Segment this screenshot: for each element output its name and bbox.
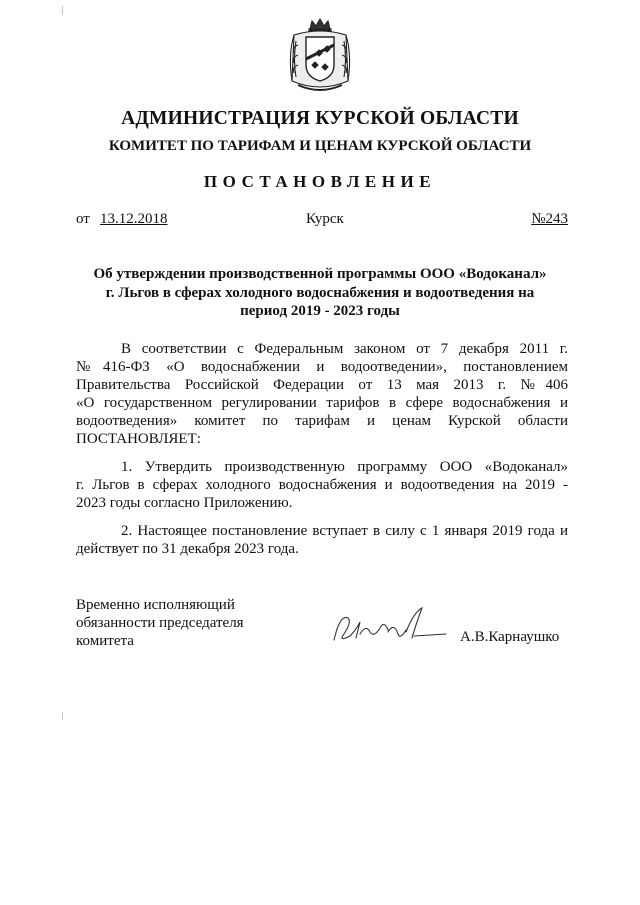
body-line: В соответствии с Федеральным законом от 7 декабря 2011 г. — [121, 341, 568, 357]
item-1-line: г. Льгов в сферах холодного водоснабжения и водоотведения на 2019 - — [76, 477, 568, 493]
body-line: ПОСТАНОВЛЯЕТ: — [76, 431, 201, 447]
signer-position — [76, 596, 244, 650]
date-label: от — [76, 211, 90, 227]
document-date: 13.12.2018 — [100, 211, 168, 227]
signer-position-line: обязанности председателя — [76, 615, 244, 631]
title-line: период 2019 - 2023 годы — [240, 303, 400, 319]
signer-name: А.В.Карнаушко — [460, 629, 560, 645]
document-title — [60, 265, 580, 321]
scan-mark — [62, 712, 63, 720]
title-line: г. Льгов в сферах холодного водоснабжения и водоотведения на — [105, 284, 535, 301]
signer-position-line: Временно исполняющий — [76, 597, 235, 613]
date-line — [76, 211, 568, 231]
document-body — [76, 340, 568, 558]
scan-mark — [62, 6, 63, 15]
document-number: №243 — [531, 211, 568, 227]
body-line: «О государственном регулировании тарифов в сфере водоснабжения и — [76, 395, 568, 411]
item-1-line: 1. Утвердить производственную программу ООО «Водоканал» — [121, 459, 568, 475]
document-city: Курск — [306, 211, 344, 227]
document-type: ПОСТАНОВЛЕНИЕ — [203, 172, 437, 191]
body-line: №416-ФЗ «О водоснабжении и водоотведении», постановлением — [76, 359, 568, 375]
committee-name: КОМИТЕТ ПО ТАРИФАМ И ЦЕНАМ КУРСКОЙ ОБЛАСТИ — [108, 138, 532, 154]
handwritten-signature — [330, 604, 448, 646]
signer-position-line: комитета — [76, 633, 134, 649]
item-1-line: 2023 годы согласно Приложению. — [76, 495, 293, 511]
title-line: Об утверждении производственной программы ООО «Водоканал» — [93, 266, 547, 282]
body-line: водоотведения» комитет по тарифам и ценам Курской области — [76, 413, 568, 429]
item-2-line: действует по 31 декабря 2023 года. — [76, 541, 299, 557]
organization-name: АДМИНИСТРАЦИЯ КУРСКОЙ ОБЛАСТИ — [121, 108, 519, 129]
item-2-line: 2. Настоящее постановление вступает в силу с 1 января 2019 года и — [121, 523, 568, 539]
coat-of-arms-emblem — [284, 15, 356, 95]
body-line: Правительства Российской Федерации от 13 мая 2013 г. №406 — [76, 377, 568, 393]
